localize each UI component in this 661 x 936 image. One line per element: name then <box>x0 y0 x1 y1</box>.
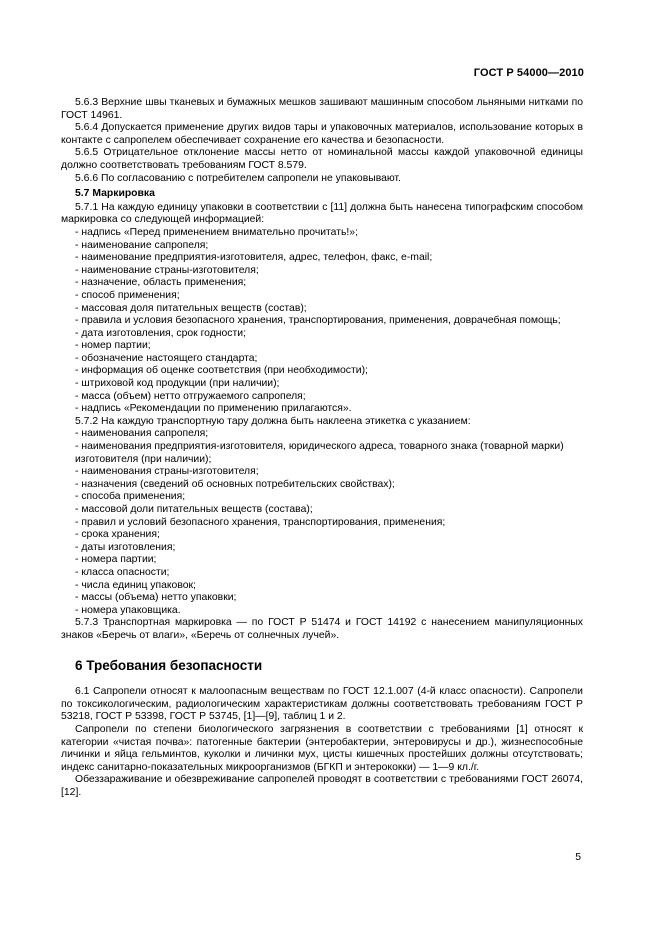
paragraph-5-7-3: 5.7.3 Транспортная маркировка — по ГОСТ Р 51474 и ГОСТ 14192 с нанесением манипуляционных знаков «Беречь от влаги», «Беречь от солнечных лучей». <box>61 617 583 641</box>
list-item: - массовая доля питательных веществ (состав); <box>75 302 307 314</box>
list-item: - информация об оценке соответствия (при необходимости); <box>75 365 368 377</box>
list-item: - правила и условия безопасного хранения, транспортирования, применения, доврачебная помощь; <box>75 315 561 327</box>
paragraph: 5.6.4 Допускается применение других видов тары и упаковочных материалов, использование которых в контакте с сапропелем обеспечивает сохранение его качества и безопасности. <box>61 122 583 146</box>
section-title: 6 Требования безопасности <box>75 657 263 673</box>
paragraph-5-7-2: 5.7.2 На каждую транспортную тару должна быть наклеена этикетка с указанием: <box>75 415 471 427</box>
paragraph: 5.6.6 По согласованию с потребителем сапропели не упаковывают. <box>75 172 401 184</box>
list-item: - наименование страны-изготовителя; <box>75 264 259 276</box>
list-item: - дата изготовления, срок годности; <box>75 327 246 339</box>
paragraph: 5.6.3 Верхние швы тканевых и бумажных мешков зашивают машинным способом льняными нитками по ГОСТ 14961. <box>61 97 583 121</box>
list-item: - массы (объема) нетто упаковки; <box>75 592 237 604</box>
list-item: - срока хранения; <box>75 529 160 541</box>
standard-header: ГОСТ Р 54000—2010 <box>473 67 584 79</box>
list-item: - способ применения; <box>75 289 180 301</box>
paragraph: 5.6.5 Отрицательное отклонение массы нетто от номинальной массы каждой упаковочной единицы должно соответствовать требованиям ГОСТ 8.579. <box>61 147 583 171</box>
list-item: - наименование предприятия-изготовителя, адрес, телефон, факс, e-mail; <box>75 252 433 264</box>
list-item: - назначения (сведений об основных потребительских свойствах); <box>75 478 395 490</box>
list-item: - наименования страны-изготовителя; <box>75 466 259 478</box>
paragraph: Сапропели по степени биологического загрязнения в соответствии с требованиями [1] относят к категории «чистая почва»: патогенные бактерии (энтеробактерии, энтеровирусы и др.), жизнеспособные личинки и яйца гельминтов, куколки и личинки мух, цисты кишечных простейших должны отсутствовать; индекс санитарно-показательных микроорганизмов (БГКП и энтерококки) — 1—9 кл./г. <box>61 723 583 773</box>
list-item: - наименования сапропеля; <box>75 428 209 440</box>
marking-list-unit <box>61 227 583 416</box>
paragraph-5-7-1: 5.7.1 На каждую единицу упаковки в соответствии с [11] должна быть нанесена типографским способом маркировка со следующей информацией: <box>61 201 583 226</box>
paragraphs-before <box>61 97 583 185</box>
marking-list-transport <box>61 428 583 617</box>
section-6-paragraphs <box>61 686 583 799</box>
list-item: - номера упаковщика. <box>75 604 181 616</box>
list-item: - штриховой код продукции (при наличии); <box>75 378 280 390</box>
list-item: - наименования предприятия-изготовителя, юридического адреса, товарного знака (товарной марки) изготовителя (при наличии); <box>75 441 564 465</box>
list-item: - даты изготовления; <box>75 541 176 553</box>
list-item: - числа единиц упаковок; <box>75 579 196 591</box>
list-item: - масса (объем) нетто отгружаемого сапропеля; <box>75 390 306 402</box>
list-item: - правил и условий безопасного хранения, транспортирования, применения; <box>75 516 446 528</box>
paragraph: 6.1 Сапропели относят к малоопасным веществам по ГОСТ 12.1.007 (4-й класс опасности). Сапропели по токсикологическим, радиологическим характеристикам должны соответствовать требованиям ГОСТ Р 53218, ГОСТ Р 53398, ГОСТ Р 53745, [1]—[9], таблиц 1 и 2. <box>61 686 583 723</box>
list-item: - наименование сапропеля; <box>75 239 209 251</box>
list-item: - номера партии; <box>75 554 157 566</box>
list-item: - способа применения; <box>75 491 186 503</box>
document-body <box>61 97 583 799</box>
list-item: - номер партии; <box>75 340 151 352</box>
list-item: - обозначение настоящего стандарта; <box>75 352 258 364</box>
list-item: - надпись «Перед применением внимательно прочитать!»; <box>75 226 358 238</box>
page-number: 5 <box>575 852 581 863</box>
list-item: - класса опасности; <box>75 566 170 578</box>
list-item: - назначение, область применения; <box>75 277 247 289</box>
list-item: - массовой доли питательных веществ (состава); <box>75 504 313 515</box>
subsection-title: 5.7 Маркировка <box>75 188 155 200</box>
paragraph: Обеззараживание и обезвреживание сапропелей проводят в соответствии с требованиями ГОСТ 26074, [12]. <box>61 774 583 798</box>
list-item: - надпись «Рекомендации по применению прилагаются». <box>75 403 352 415</box>
